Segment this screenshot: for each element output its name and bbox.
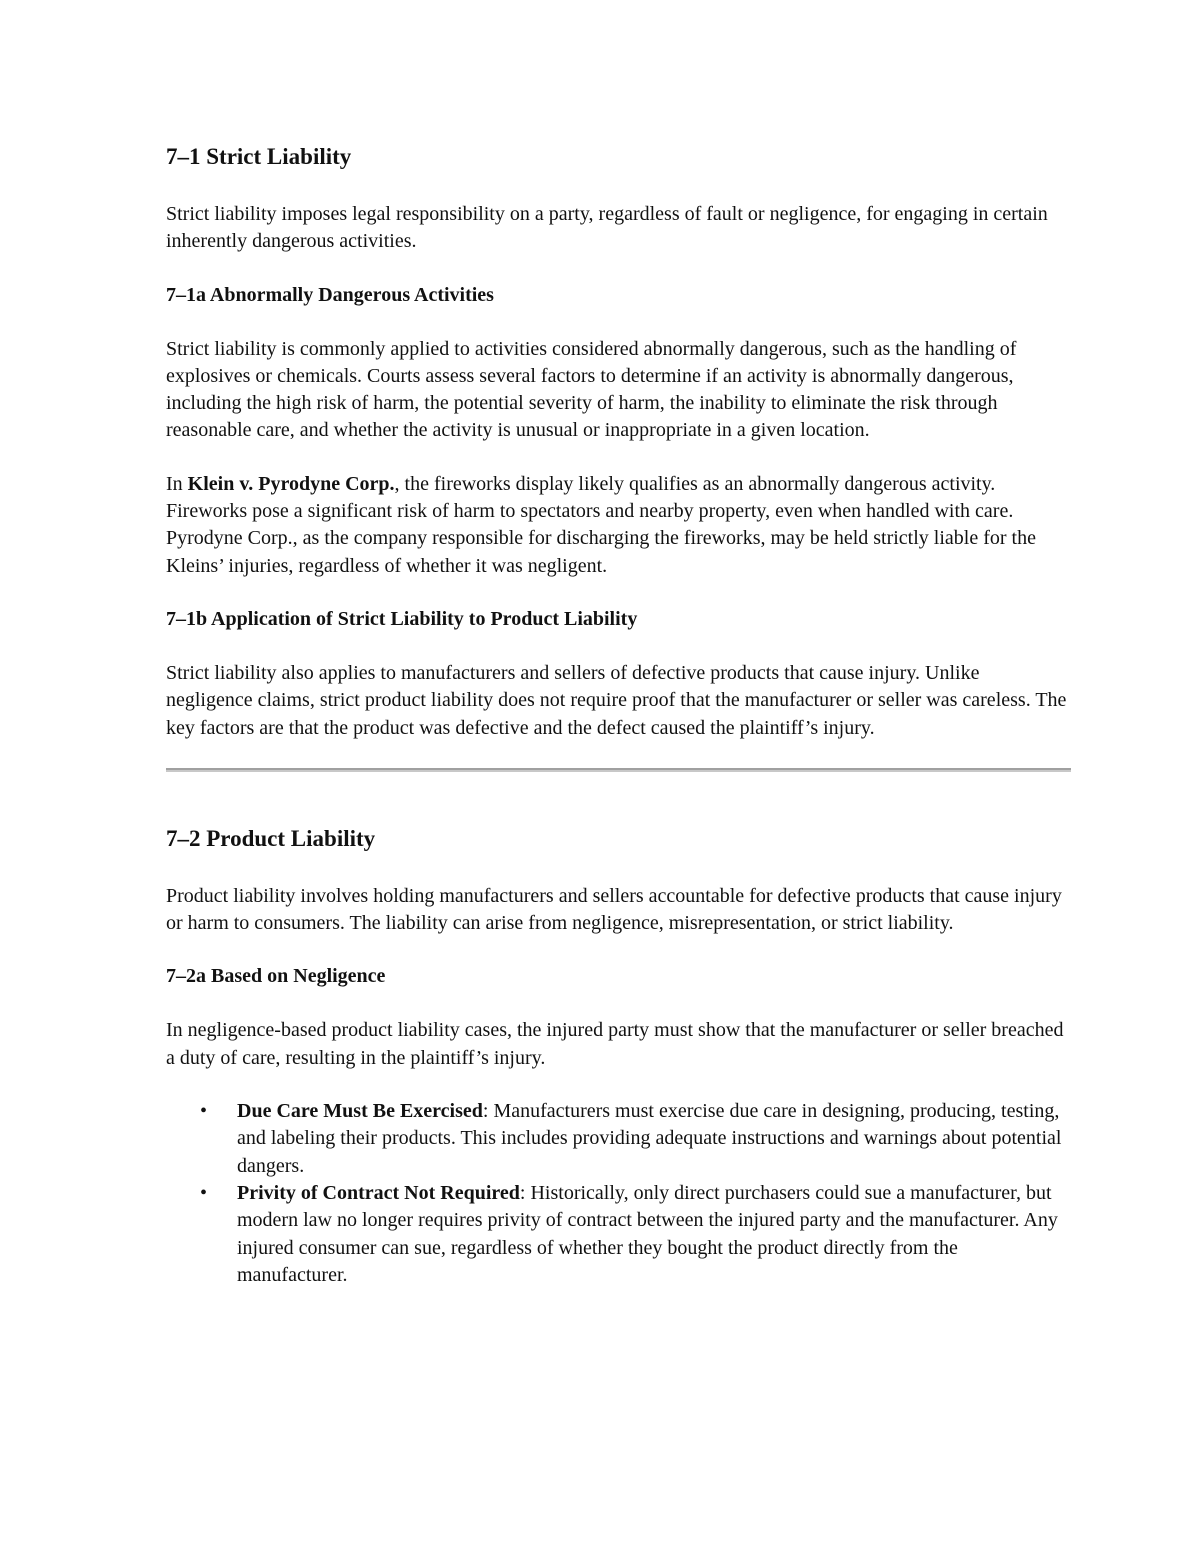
bullet-term: Privity of Contract Not Required <box>237 1181 520 1204</box>
para-prefix: In <box>166 472 188 495</box>
section-7-2a-paragraph: In negligence-based product liability cases, the injured party must show that the manufacturer or seller breached a duty of care, resulting in the plaintiff’s injury. <box>166 1019 1064 1069</box>
horizontal-divider <box>166 768 1071 772</box>
section-7-2-heading: 7–2 Product Liability <box>166 825 376 851</box>
section-7-1b-paragraph: Strict liability also applies to manufacturers and sellers of defective products that cause injury. Unlike negligence claims, strict product liability does not require proof that the manufacturer or seller was careless. The key factors are that the product was defective and the defect caused the plaintiff’s injury. <box>166 661 1067 739</box>
case-name: Klein v. Pyrodyne Corp. <box>187 472 395 495</box>
section-7-1b-heading: 7–1b Application of Strict Liability to Product Liability <box>166 607 638 630</box>
bullet-term: Due Care Must Be Exercised <box>237 1100 483 1123</box>
para-rest: , the fireworks display likely qualifies as an abnormally dangerous activity. Fireworks pose a significant risk of harm to spectators and nearby property, even when handled with care. Pyrodyne Corp., as the company responsible for discharging the fireworks, may be held strictly liable for the Kleins’ injuries, regardless of whether it was negligent. <box>166 472 1036 577</box>
document-content <box>166 142 1071 1289</box>
bullet-text: : Historically, only direct purchasers could sue a manufacturer, but modern law no longer requires privity of contract between the injured party and the manufacturer. Any injured consumer can sue, regardless of whether they bought the product directly from the manufacturer. <box>237 1181 1058 1286</box>
bullet-list <box>166 1098 1071 1289</box>
list-item <box>166 1098 1071 1180</box>
section-7-1a-paragraph-1: Strict liability is commonly applied to activities considered abnormally dangerous, such as the handling of explosives or chemicals. Courts assess several factors to determine if an activity is abnormally dangerous, including the high risk of harm, the potential severity of harm, the inability to eliminate the risk through reasonable care, and whether the activity is unusual or inappropriate in a given location. <box>166 337 1017 442</box>
section-7-1-heading: 7–1 Strict Liability <box>166 144 352 169</box>
section-7-2a-heading: 7–2a Based on Negligence <box>166 965 386 988</box>
bullet-icon: • <box>200 1100 208 1123</box>
section-7-1-intro: Strict liability imposes legal responsibility on a party, regardless of fault or negligence, for engaging in certain inherently dangerous activities. <box>166 203 1048 253</box>
bullet-icon: • <box>200 1181 208 1204</box>
section-7-2-intro: Product liability involves holding manufacturers and sellers accountable for defective products that cause injury or harm to consumers. The liability can arise from negligence, misrepresentation, or strict liability. <box>166 884 1062 935</box>
section-7-1a-paragraph-2 <box>166 471 1071 580</box>
bullet-text: : Manufacturers must exercise due care in designing, producing, testing, and labeling their products. This includes providing adequate instructions and warnings about potential dangers. <box>237 1100 1062 1177</box>
list-item <box>166 1180 1071 1289</box>
section-7-1a-heading: 7–1a Abnormally Dangerous Activities <box>166 283 494 306</box>
